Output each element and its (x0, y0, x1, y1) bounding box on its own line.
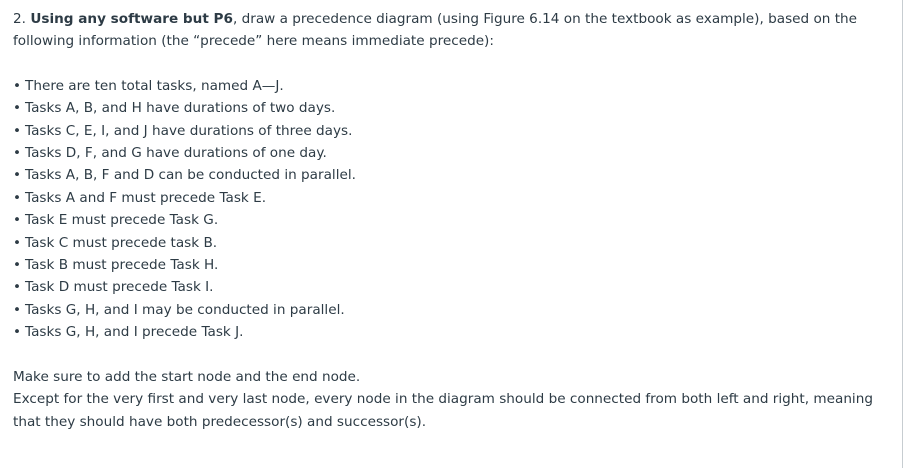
bullet-icon: • (13, 257, 22, 274)
list-item (13, 164, 883, 186)
closing-line: Make sure to add the start node and the end node. (13, 368, 361, 385)
spacer (13, 344, 883, 366)
list-item-text: Task C must precede task B. (25, 234, 218, 251)
bullet-icon: • (13, 122, 22, 139)
bullet-icon: • (13, 189, 22, 206)
bullet-icon: • (13, 77, 22, 94)
list-item (13, 142, 883, 164)
bullet-icon: • (13, 234, 22, 251)
list-item-text: Tasks A and F must precede Task E. (25, 189, 267, 206)
list-item (13, 276, 883, 298)
question-intro-text: , draw a precedence diagram (using Figure 6.14 on the textbook as example), based on the following information (the “precede” here means immediate precede): (13, 11, 858, 50)
bullet-icon: • (13, 100, 22, 117)
list-item-text: Task B must precede Task H. (25, 257, 219, 274)
question-number: 2. (13, 11, 26, 27)
list-item (13, 299, 883, 321)
list-item (13, 254, 883, 276)
list-item (13, 321, 883, 343)
bullet-icon: • (13, 145, 22, 162)
list-item-text: Tasks G, H, and I precede Task J. (25, 324, 244, 341)
list-item-text: Tasks A, B, and H have durations of two days. (25, 100, 336, 117)
bullet-icon: • (13, 324, 22, 341)
list-item (13, 97, 883, 119)
question-emphasis: Using any software but P6 (30, 11, 233, 27)
list-item (13, 187, 883, 209)
list-item-text: There are ten total tasks, named A—J. (25, 77, 284, 94)
list-item-text: Tasks D, F, and G have durations of one day. (25, 145, 327, 162)
list-item (13, 120, 883, 142)
list-item (13, 75, 883, 97)
list-item (13, 209, 883, 231)
list-item-text: Task D must precede Task I. (25, 279, 214, 296)
bullet-icon: • (13, 301, 22, 318)
question-content (13, 8, 883, 433)
bullet-icon: • (13, 167, 22, 184)
bullet-icon: • (13, 279, 22, 296)
question-intro (13, 8, 883, 53)
bullet-icon: • (13, 212, 22, 229)
list-item-text: Tasks A, B, F and D can be conducted in parallel. (25, 167, 356, 184)
requirements-list (13, 75, 883, 344)
spacer (13, 53, 883, 75)
list-item-text: Task E must precede Task G. (25, 212, 219, 229)
list-item-text: Tasks C, E, I, and J have durations of three days. (25, 122, 353, 139)
list-item (13, 232, 883, 254)
closing-line: Except for the very first and very last node, every node in the diagram should be connected from both left and right, meaning that they should have both predecessor(s) and successor(s). (13, 391, 873, 430)
list-item-text: Tasks G, H, and I may be conducted in parallel. (25, 301, 345, 318)
